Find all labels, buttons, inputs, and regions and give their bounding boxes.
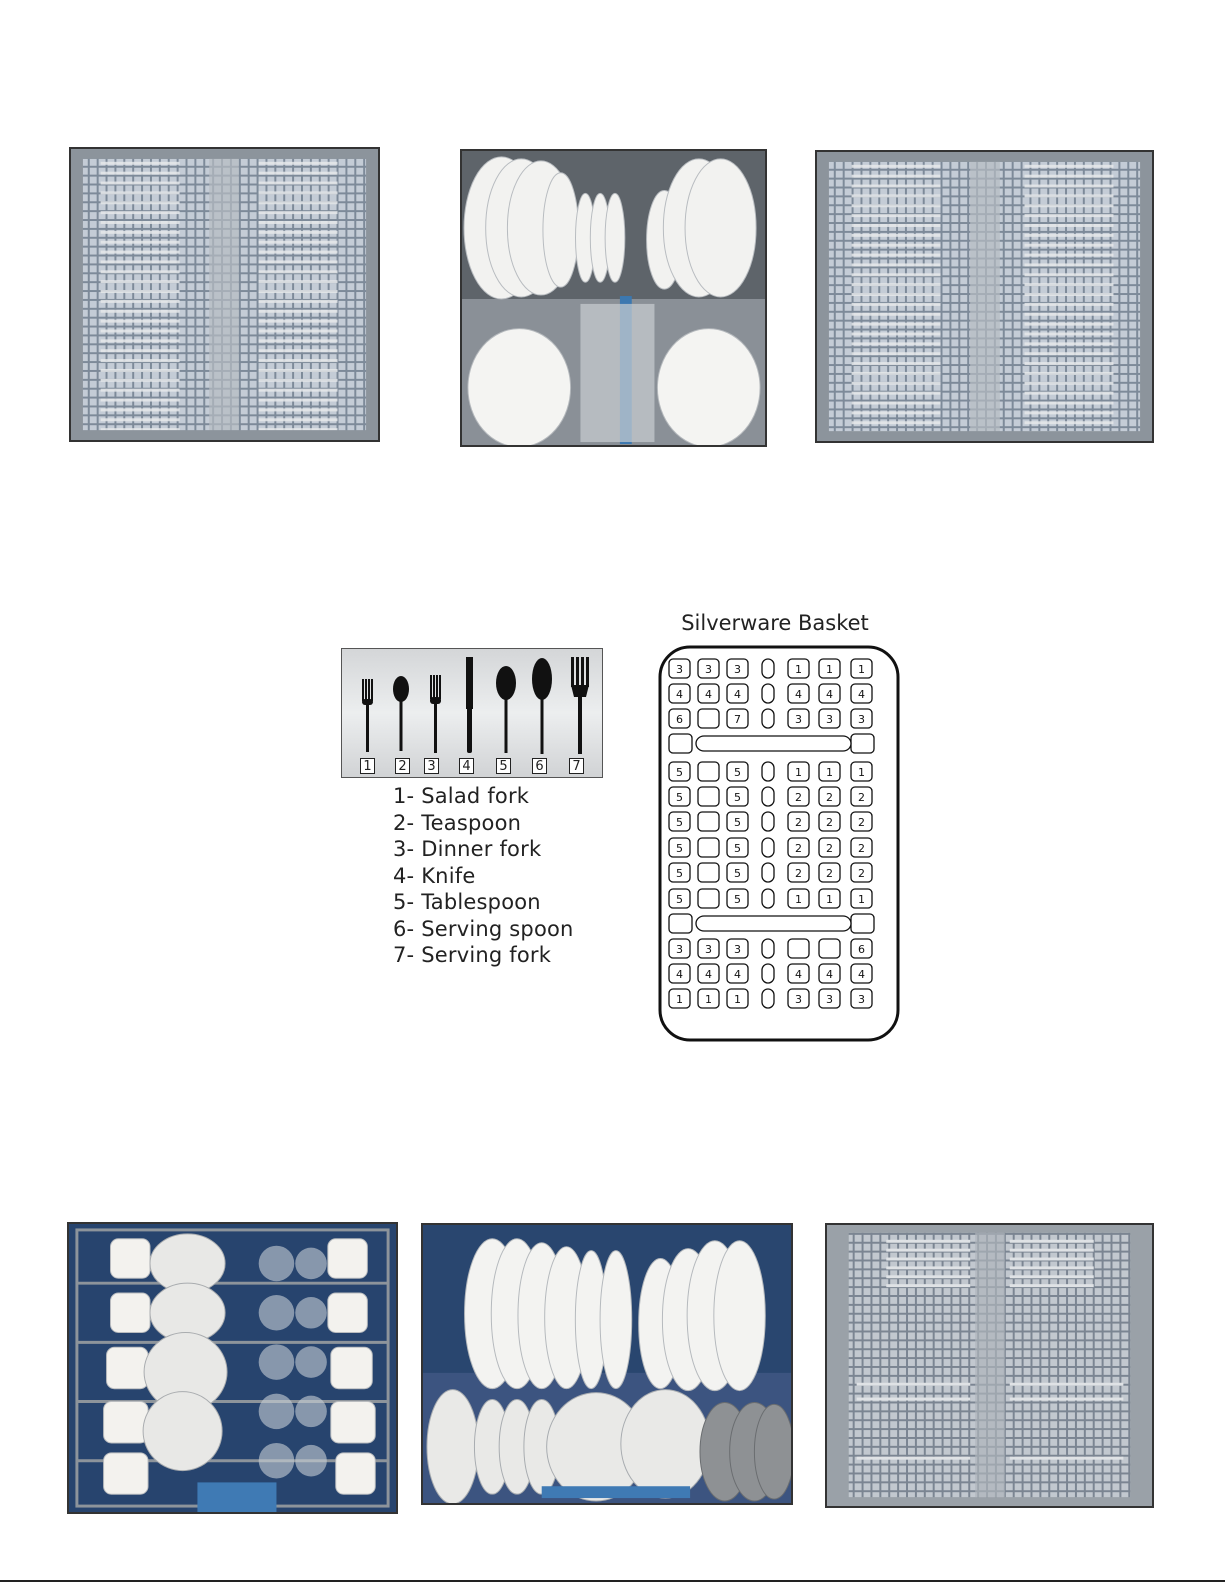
legend-item: 1- Salad fork xyxy=(393,784,530,808)
basket-slot-number: 3 xyxy=(858,993,865,1006)
salad-fork-icon xyxy=(362,679,373,752)
basket-slot xyxy=(762,709,774,728)
silverware-rack-image xyxy=(71,149,378,440)
basket-slot-number: 5 xyxy=(734,893,741,906)
basket-slot-number: 2 xyxy=(858,816,865,829)
basket-slot-number: 5 xyxy=(676,816,683,829)
legend-item: 3- Dinner fork xyxy=(393,837,542,861)
basket-slot-number: 3 xyxy=(705,943,712,956)
basket-slot-number: 1 xyxy=(858,766,865,779)
basket-slot xyxy=(698,787,719,806)
basket-slot xyxy=(762,863,774,882)
basket-slot-number: 5 xyxy=(734,867,741,880)
basket-slot-number: 2 xyxy=(858,791,865,804)
basket-slot-number: 3 xyxy=(705,663,712,676)
basket-slot-number: 1 xyxy=(826,663,833,676)
basket-slot xyxy=(762,762,774,781)
basket-slot-number: 4 xyxy=(676,968,683,981)
basket-slot xyxy=(762,939,774,958)
silverware-rack-image xyxy=(817,152,1152,441)
photo-cups-rack xyxy=(67,1222,398,1514)
basket-slot-number: 4 xyxy=(826,968,833,981)
basket-slot-number: 5 xyxy=(676,893,683,906)
basket-slot-number: 3 xyxy=(795,993,802,1006)
basket-slot xyxy=(788,939,809,958)
legend-item: 5- Tablespoon xyxy=(393,890,541,914)
legend-number-row xyxy=(342,758,604,776)
basket-slot-number: 5 xyxy=(676,766,683,779)
basket-slot-number: 2 xyxy=(858,842,865,855)
legend-number-6: 6 xyxy=(532,758,547,774)
basket-slot xyxy=(698,762,719,781)
basket-slot xyxy=(698,863,719,882)
legend-number-2: 2 xyxy=(395,758,410,774)
basket-slot-number: 5 xyxy=(676,791,683,804)
basket-divider-pad xyxy=(669,914,692,933)
basket-slot-number: 4 xyxy=(734,688,741,701)
basket-slot-number: 2 xyxy=(826,867,833,880)
basket-divider-bar xyxy=(696,916,851,931)
basket-slot-number: 3 xyxy=(858,713,865,726)
basket-slot-number: 2 xyxy=(795,842,802,855)
basket-slot-number: 4 xyxy=(858,968,865,981)
serving-spoon-icon xyxy=(532,658,552,754)
basket-divider-pad xyxy=(851,734,874,753)
basket-slot-number: 3 xyxy=(734,943,741,956)
basket-divider-bar xyxy=(696,736,851,751)
basket-slot-number: 1 xyxy=(795,663,802,676)
basket-slot-number: 4 xyxy=(795,968,802,981)
basket-slot-number: 4 xyxy=(858,688,865,701)
basket-slot-number: 5 xyxy=(734,766,741,779)
basket-slot xyxy=(698,812,719,831)
basket-slot-number: 3 xyxy=(826,713,833,726)
basket-slot-number: 1 xyxy=(795,893,802,906)
photo-upper-rack-dishes xyxy=(460,149,767,447)
basket-slot xyxy=(698,709,719,728)
legend-item: 2- Teaspoon xyxy=(393,810,522,835)
legend-number-1: 1 xyxy=(360,758,375,774)
lower-rack-image xyxy=(423,1225,791,1503)
legend-item: 7- Serving fork xyxy=(393,943,552,967)
basket-slot-number: 2 xyxy=(826,816,833,829)
basket-slot-number: 3 xyxy=(826,993,833,1006)
silverware-basket-diagram xyxy=(658,645,903,1045)
utensil-legend-strip xyxy=(341,648,603,778)
basket-slot-number: 2 xyxy=(795,791,802,804)
basket-slot-number: 1 xyxy=(734,993,741,1006)
basket-slot xyxy=(762,989,774,1008)
legend-number-3: 3 xyxy=(424,758,439,774)
basket-slot-number: 1 xyxy=(826,766,833,779)
basket-title: Silverware Basket xyxy=(681,611,869,635)
basket-slot xyxy=(762,838,774,857)
utensil-legend-list xyxy=(393,783,574,969)
legend-number-5: 5 xyxy=(496,758,511,774)
basket-slot-number: 1 xyxy=(795,766,802,779)
basket-slot-number: 1 xyxy=(676,993,683,1006)
serving-fork-icon xyxy=(571,657,589,754)
basket-slot-number: 5 xyxy=(734,816,741,829)
basket-slot-number: 6 xyxy=(676,713,683,726)
basket-slot-number: 4 xyxy=(705,688,712,701)
basket-slot-number: 3 xyxy=(676,943,683,956)
teaspoon-icon xyxy=(393,676,409,751)
knife-icon xyxy=(466,657,473,753)
basket-slot-number: 3 xyxy=(795,713,802,726)
basket-slot-number: 1 xyxy=(858,893,865,906)
basket-slot-number: 5 xyxy=(676,867,683,880)
basket-slot-number: 2 xyxy=(826,842,833,855)
tablespoon-icon xyxy=(496,666,516,753)
basket-slot-number: 2 xyxy=(795,816,802,829)
basket-slot xyxy=(698,889,719,908)
basket-slot xyxy=(762,889,774,908)
basket-divider-pad xyxy=(851,914,874,933)
basket-slot xyxy=(698,838,719,857)
basket-slot-number: 2 xyxy=(795,867,802,880)
dinner-fork-icon xyxy=(430,675,441,753)
basket-slot xyxy=(762,659,774,678)
legend-number-7: 7 xyxy=(569,758,584,774)
photo-silverware-rack-bottom-right xyxy=(825,1223,1154,1508)
basket-slot xyxy=(762,684,774,703)
legend-item: 6- Serving spoon xyxy=(393,916,574,941)
photo-lower-rack-dishes xyxy=(421,1223,793,1505)
basket-slot xyxy=(762,964,774,983)
basket-slot-number: 4 xyxy=(676,688,683,701)
photo-silverware-rack-top-right xyxy=(815,150,1154,443)
basket-slot-number: 4 xyxy=(795,688,802,701)
footer-rule xyxy=(0,1580,1225,1582)
basket-slot-number: 4 xyxy=(705,968,712,981)
basket-slot-number: 3 xyxy=(676,663,683,676)
basket-slot-number: 1 xyxy=(705,993,712,1006)
basket-slot-number: 2 xyxy=(826,791,833,804)
silverware-rack-image xyxy=(827,1225,1152,1506)
basket-slot-number: 3 xyxy=(734,663,741,676)
legend-item: 4- Knife xyxy=(393,863,476,888)
legend-number-4: 4 xyxy=(459,758,474,774)
basket-slot xyxy=(762,812,774,831)
basket-slot xyxy=(762,787,774,806)
basket-slot-number: 1 xyxy=(826,893,833,906)
basket-divider-pad xyxy=(669,734,692,753)
basket-slot-number: 2 xyxy=(858,867,865,880)
basket-slot-number: 5 xyxy=(734,791,741,804)
photo-silverware-rack-top-left xyxy=(69,147,380,442)
basket-slot-number: 1 xyxy=(858,663,865,676)
basket-slot-number: 5 xyxy=(734,842,741,855)
basket-slot-number: 7 xyxy=(734,713,741,726)
basket-slot-number: 6 xyxy=(858,943,865,956)
dishes-rack-image xyxy=(462,151,765,445)
cups-rack-image xyxy=(69,1224,396,1512)
basket-slot-number: 4 xyxy=(734,968,741,981)
basket-slot-number: 4 xyxy=(826,688,833,701)
basket-slot xyxy=(819,939,840,958)
basket-slot-number: 5 xyxy=(676,842,683,855)
